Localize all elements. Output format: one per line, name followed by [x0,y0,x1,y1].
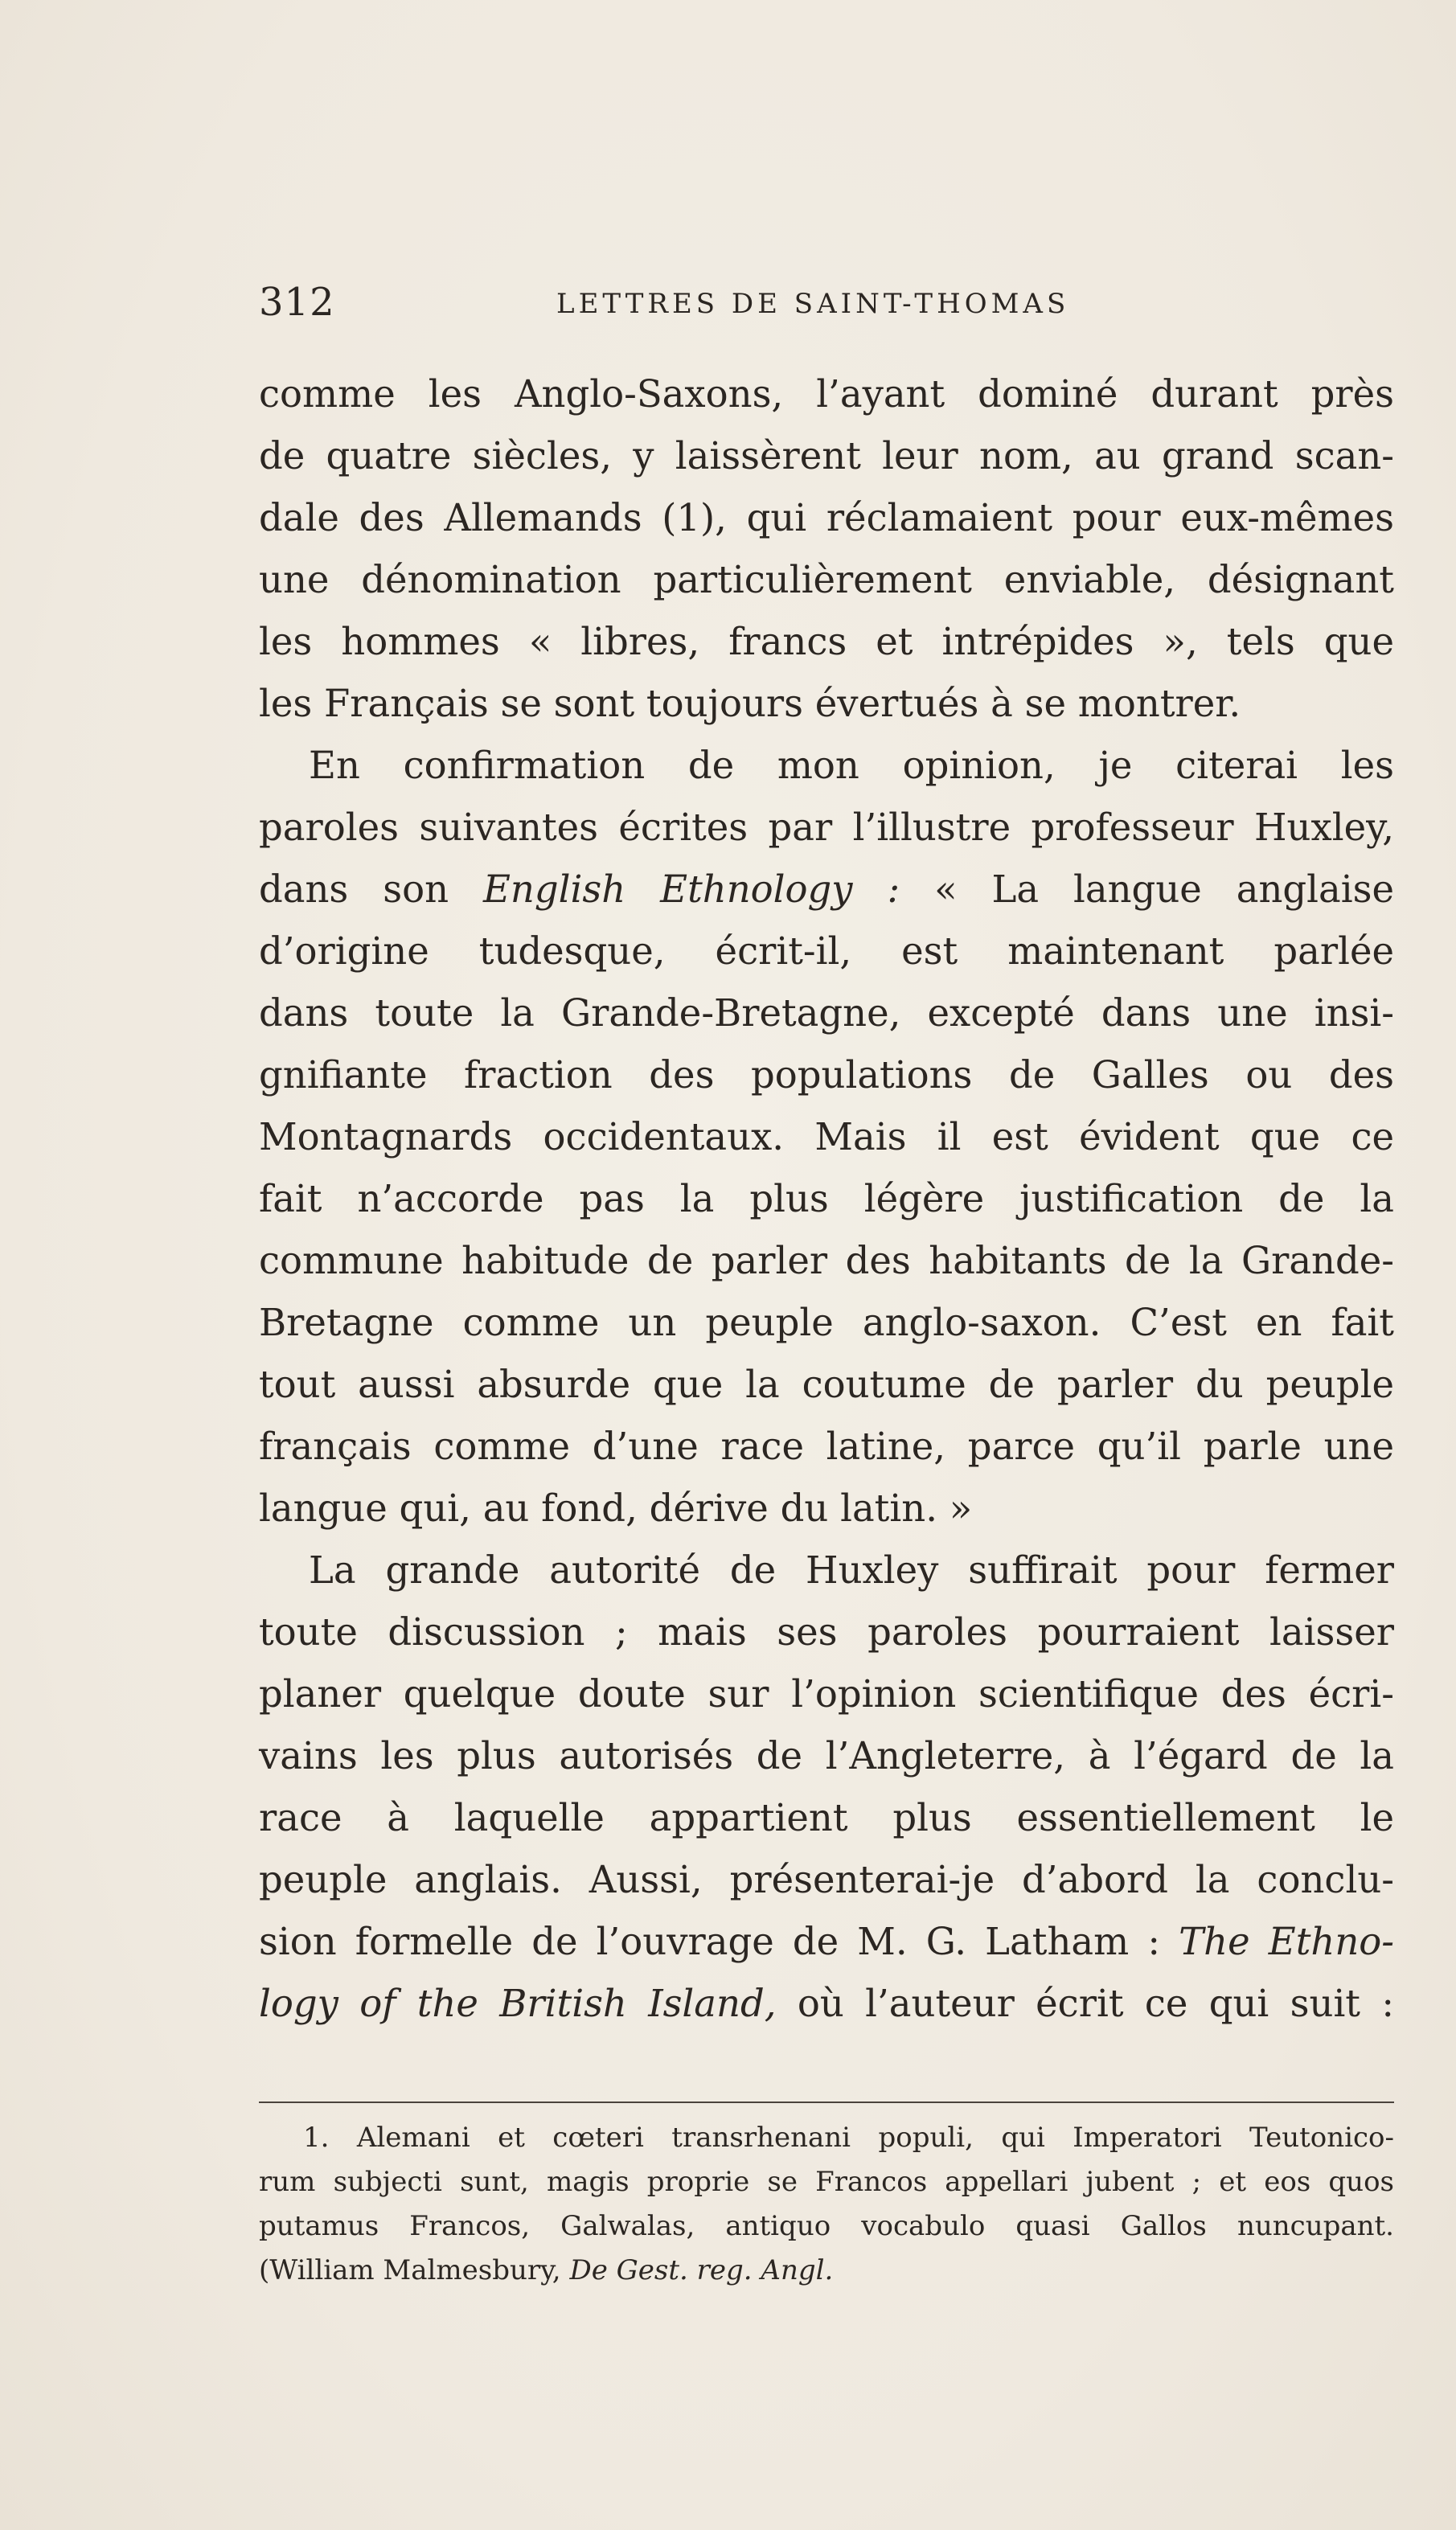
page-header [259,280,1394,328]
footnote-line: putamus Francos, Galwalas, antiquo vocabulo quasi Gallos nuncupant. [259,2210,1394,2242]
text-line: paroles suivantes écrites par l’illustre professeur Huxley, [259,806,1394,849]
text-line: vains les plus autorisés de l’Angleterre, à l’égard de la [259,1734,1394,1778]
text-line [259,859,1394,921]
text-line: français comme d’une race latine, parce qu’il parle une [259,1425,1394,1468]
book-title-ethnology-part: The Ethno- [1179,1920,1394,1963]
text-line: En confirmation de mon opinion, je citerai les [309,744,1394,787]
book-title-english-ethnology: English Ethnology : [482,867,900,911]
text-line: Bretagne comme un peuple anglo-saxon. C’est en fait [259,1301,1394,1344]
footnote-line: 1. Alemani et cœteri transrhenani populi, qui Imperatori Teutonico- [303,2122,1394,2154]
text-line: gnifiante fraction des populations de Galles ou des [259,1053,1394,1097]
page-number: 312 [259,280,335,325]
text-line: tout aussi absurde que la coutume de parler du peuple [259,1363,1394,1406]
book-title-british-island: logy of the British Island, [259,1982,777,2025]
footnote-line [259,2249,1394,2293]
footnote-divider [259,2101,1394,2103]
footnote-segment: (William Malmesbury, [259,2254,561,2286]
text-line: langue qui, au fond, dérive du latin. » [259,1486,973,1530]
text-line: dale des Allemands (1), qui réclamaient pour eux-mêmes [259,496,1394,539]
text-line: Montagnards occidentaux. Mais il est évident que ce [259,1115,1394,1158]
text-line: les Français se sont toujours évertués à se montrer. [259,682,1241,725]
text-line: toute discussion ; mais ses paroles pourraient laisser [259,1610,1394,1654]
text-segment: dans son [259,867,449,911]
text-line: planer quelque doute sur l’opinion scientifique des écri- [259,1672,1394,1716]
text-line: peuple anglais. Aussi, présenterai-je d’abord la conclu- [259,1858,1394,1901]
text-line: d’origine tudesque, écrit-il, est maintenant parlée [259,929,1394,973]
footnote [259,2116,1394,2293]
text-line: fait n’accorde pas la plus légère justification de la [259,1177,1394,1220]
footnote-citation-title: De Gest. reg. Angl. [569,2254,834,2286]
text-line [259,1973,1394,2035]
text-line: dans toute la Grande-Bretagne, excepté dans une insi- [259,991,1394,1035]
body-text [259,363,1394,2035]
text-line: comme les Anglo-Saxons, l’ayant dominé durant près [259,372,1394,416]
running-title: LETTRES DE SAINT-THOMAS [556,288,1070,320]
text-segment: où l’auteur écrit ce qui suit : [797,1982,1394,2025]
footnote-line: rum subjecti sunt, magis proprie se Francos appellari jubent ; et eos quos [259,2166,1394,2198]
text-line: commune habitude de parler des habitants de la Grande- [259,1239,1394,1282]
text-line: une dénomination particulièrement enviable, désignant [259,558,1394,601]
text-segment: « La langue anglaise [934,867,1395,911]
text-line: de quatre siècles, y laissèrent leur nom, au grand scan- [259,434,1394,478]
text-line: race à laquelle appartient plus essentiellement le [259,1796,1394,1839]
text-line [259,1911,1394,1973]
text-segment: sion formelle de l’ouvrage de M. G. Latham : [259,1920,1161,1963]
text-line: La grande autorité de Huxley suffirait pour fermer [309,1548,1394,1592]
text-line: les hommes « libres, francs et intrépides », tels que [259,620,1394,663]
